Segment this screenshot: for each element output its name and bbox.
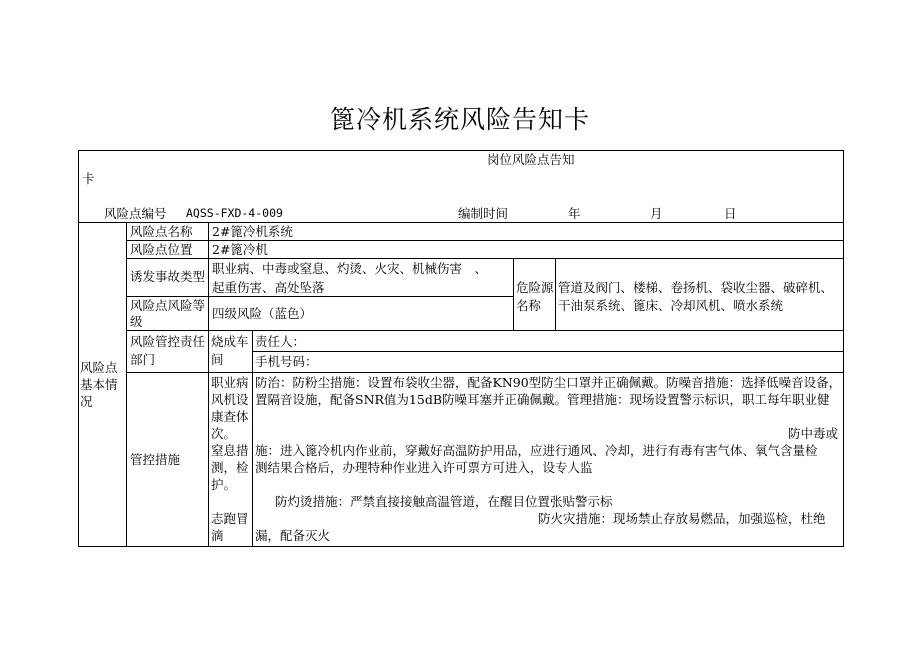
name-label: 风险点名称 [130, 224, 193, 239]
resp-person-label: 责任人： [255, 334, 306, 349]
row-divider-6 [126, 372, 844, 373]
date-label: 编制时间 [458, 206, 509, 221]
control-left-9: 滴 [211, 528, 224, 543]
header-divider [78, 222, 844, 223]
resp-label: 风险管控责任部门 [130, 334, 206, 367]
col-divider-3 [252, 331, 253, 547]
col-divider-hazard-b [555, 258, 556, 330]
control-main-1: 置隔音设施，配备SNR值为15dB防噪耳塞并正确佩戴。管理措施：现场设置警示标识，职工每年职业健 [255, 392, 830, 407]
control-main-2: 防中毒或 [788, 426, 839, 441]
accident-label: 诱发事故类型 [130, 269, 206, 284]
row-divider-1 [126, 240, 844, 241]
control-label: 管控措施 [130, 452, 181, 467]
date-year: 年 [568, 206, 581, 221]
col-divider-1 [126, 222, 127, 547]
row-divider-4 [126, 330, 844, 331]
hazard-label: 危险源名称 [516, 280, 554, 313]
card-title-part2: 卡 [82, 171, 95, 186]
control-left-2: 康查体 [211, 409, 249, 424]
location-label: 风险点位置 [130, 242, 193, 257]
control-main-3: 施：进入篦冷机内作业前，穿戴好高温防护用品，应进行通风、冷却，进行有毒有害气体、氧气含量检 [255, 443, 818, 458]
level-label: 风险点风险等级 [130, 298, 206, 329]
date-day: 日 [724, 206, 737, 221]
control-left-0: 职业病 [211, 375, 249, 390]
col-divider-hazard-a [513, 258, 514, 330]
location-value: 2#篦冷机 [212, 242, 268, 257]
date-month: 月 [650, 206, 663, 221]
table-border-right [843, 150, 844, 547]
control-left-6: 护。 [211, 477, 237, 492]
resp-dept: 烧成车间 [211, 334, 249, 367]
table-border-bottom [78, 546, 844, 547]
table-border-top [78, 150, 844, 151]
col-divider-2 [208, 222, 209, 547]
control-main-6: 防火灾措施：现场禁止存放易燃品，加强巡检，杜绝 [538, 511, 826, 526]
control-left-4: 窒息措 [211, 443, 249, 458]
card-title-part1: 岗位风险点告知 [487, 152, 575, 167]
control-left-1: 风机设 [211, 392, 249, 407]
control-left-5: 测，检 [211, 460, 249, 475]
risk-no-value: AQSS-FXD-4-009 [186, 206, 283, 220]
hazard-value: 管道及阀门、楼梯、卷扬机、袋收尘器、破碎机、干油泵系统、篦床、冷却风机、喷水系统 [558, 280, 834, 313]
row-divider-2 [126, 258, 844, 259]
risk-no-label: 风险点编号 [104, 206, 167, 221]
section-label: 风险点基本情况 [80, 360, 118, 409]
page-title: 篦冷机系统风险告知卡 [329, 105, 590, 134]
accident-value-line2: 起重伤害、高处坠落 [212, 280, 325, 295]
control-main-0: 防治：防粉尘措施：设置布袋收尘器，配备KN90型防尘口罩并正确佩戴。防噪音措施：选择低噪音设备， [255, 375, 842, 390]
control-main-7: 漏，配备灭火 [255, 528, 331, 543]
resp-phone-label: 手机号码： [255, 354, 318, 369]
name-value: 2#篦冷机系统 [212, 224, 293, 239]
control-left-8: 志跑冒 [211, 511, 249, 526]
level-value: 四级风险（蓝色） [212, 306, 313, 321]
accident-value-line1: 职业病、中毒或窒息、灼烫、火灾、机械伤害 、 [212, 261, 488, 276]
control-main-5: 防灼烫措施：严禁直接接触高温管道，在醒目位置张贴警示标 [275, 494, 613, 509]
row-divider-3 [126, 296, 514, 297]
table-border-left [78, 150, 79, 547]
control-left-3: 次。 [211, 426, 237, 441]
control-main-4: 测结果合格后，办理特种作业进入许可票方可进入，设专人监 [255, 460, 593, 475]
row-divider-5 [252, 351, 844, 352]
